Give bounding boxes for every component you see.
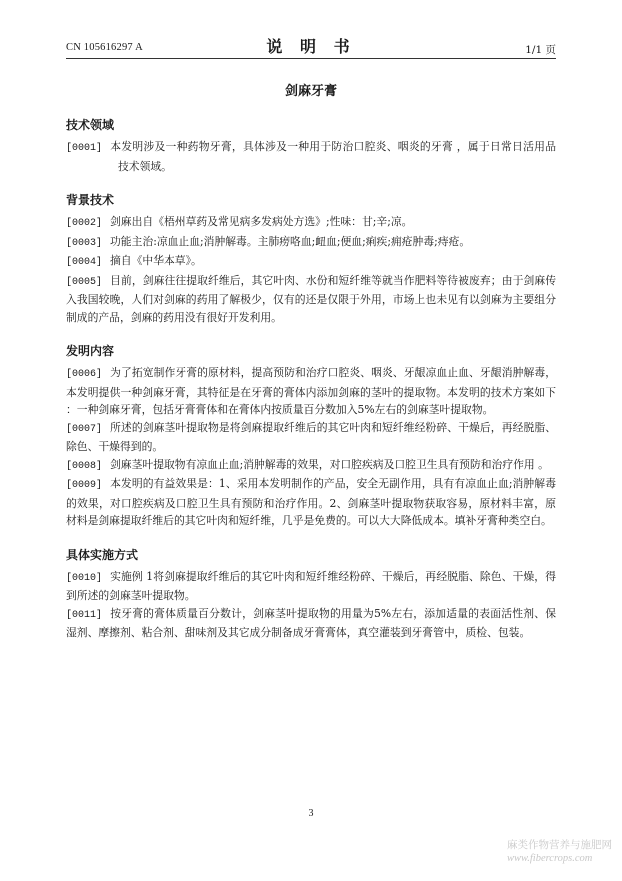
document-body (66, 116, 556, 658)
section-summary (66, 342, 556, 530)
paragraph-number: [0006] (66, 369, 103, 380)
section-heading: 技术领域 (66, 118, 115, 132)
header-divider (66, 58, 556, 59)
section-background (66, 191, 556, 326)
paragraph (66, 213, 556, 233)
paragraph-number: [0005] (66, 276, 103, 288)
paragraph-text: 按牙膏的膏体质量百分数计，剑麻茎叶提取物的用量为5%左右，添加适量的表面活性剂、保湿剂、摩擦剂、粘合剂、甜味剂及其它成分制备成牙膏膏体，真空灌装到牙膏管中，质检、包装。 (66, 606, 556, 639)
paragraph (66, 475, 556, 530)
paragraph-text: 目前，剑麻往往提取纤维后，其它叶肉、水份和短纤维等就当作肥料等待被废弃；由于剑麻传入我国较晚，人们对剑麻的药用了解极少，仅有的还是仅限于外用，市场上也未见有以剑麻为主要组分制成的产品，剑麻的药用没有很好开发利用。 (66, 273, 556, 324)
paragraph (66, 138, 556, 175)
paragraph-number: [0009] (66, 480, 103, 491)
patent-number: CN 105616297 A (66, 42, 143, 53)
paragraph-number: [0007] (66, 423, 103, 435)
paragraph-text: 实施例 1将剑麻提取纤维后的其它叶肉和短纤维经粉碎、干燥后，再经脱脂、除色、干燥，得到所述的剑麻茎叶提取物。 (66, 569, 556, 602)
section-heading: 背景技术 (66, 193, 115, 207)
paragraph-text: 为了拓宽制作牙膏的原材料，提高预防和治疗口腔炎、咽炎、牙龈凉血止血、牙龈消肿解毒，本发明提供一种剑麻牙膏，其特征是在牙膏的膏体内添加剑麻的茎叶的提取物。本发明的技术方案如下 ：一种剑麻牙膏，包括牙膏膏体和在膏体内按质量百分数加入5%左右的剑麻茎叶提取物。 (66, 366, 556, 416)
paragraph-number: [0002] (66, 218, 103, 229)
section-heading: 发明内容 (66, 344, 115, 358)
paragraph-number: [0011] (66, 609, 103, 621)
paragraph (66, 252, 556, 272)
paragraph-text: 剑麻出自《梧州草药及常见病多发病处方选》;性味：甘;辛;凉。 (110, 215, 413, 228)
document-type: 说 明 书 (266, 37, 356, 56)
paragraph-number: [0003] (66, 237, 103, 249)
watermark-title: 麻类作物营养与施肥网 (507, 839, 612, 851)
page-number: 3 (308, 808, 314, 819)
paragraph-number: [0001] (66, 143, 103, 154)
paragraph-text: 所述的剑麻茎叶提取物是将剑麻提取纤维后的其它叶肉和短纤维经粉碎、干燥后，再经脱脂、除色、干燥得到的。 (66, 420, 556, 453)
paragraph (66, 272, 556, 327)
paragraph (66, 605, 556, 642)
paragraph (66, 233, 556, 253)
section-technical-field (66, 116, 556, 175)
document-title: 剑麻牙膏 (284, 84, 337, 99)
paragraph (66, 568, 556, 605)
paragraph-text: 摘自《中华本草》。 (110, 254, 202, 267)
section-heading: 具体实施方式 (66, 547, 139, 562)
paragraph-text: 功能主治:凉血止血;消肿解毒。主肺痨咯血;衄血;便血;痢疾;痈疮肿毒;痔疮。 (110, 234, 471, 248)
paragraph (66, 364, 556, 419)
watermark-url: www.fibercrops.com (507, 853, 593, 864)
paragraph-text: 本发明涉及一种药物牙膏，具体涉及一种用于防治口腔炎、咽炎的牙膏 ，属于日常日活用品技术领域。 (110, 140, 556, 173)
paragraph-text: 本发明的有益效果是：1、采用本发明制作的产品，安全无副作用，具有有凉血止血;消肿解毒的效果，对口腔疾病及口腔卫生具有预防和治疗作用。2、剑麻茎叶提取物获取容易，原材料丰富，原材料是剑麻提取纤维后的其它叶肉和短纤维，几乎是免费的。可以大大降低成本。填补牙膏种类空白。 (66, 477, 556, 527)
paragraph (66, 419, 556, 456)
paragraph-number: [0004] (66, 257, 103, 268)
section-embodiment (66, 546, 556, 642)
paragraph-number: [0010] (66, 572, 103, 584)
paragraph (66, 456, 556, 476)
page-indicator: 1/1 页 (525, 44, 556, 56)
document-header (0, 0, 622, 64)
paragraph-number: [0008] (66, 460, 103, 472)
site-watermark (507, 839, 612, 865)
paragraph-text: 剑麻茎叶提取物有凉血止血;消肿解毒的效果，对口腔疾病及口腔卫生具有预防和治疗作用 。 (110, 457, 549, 471)
